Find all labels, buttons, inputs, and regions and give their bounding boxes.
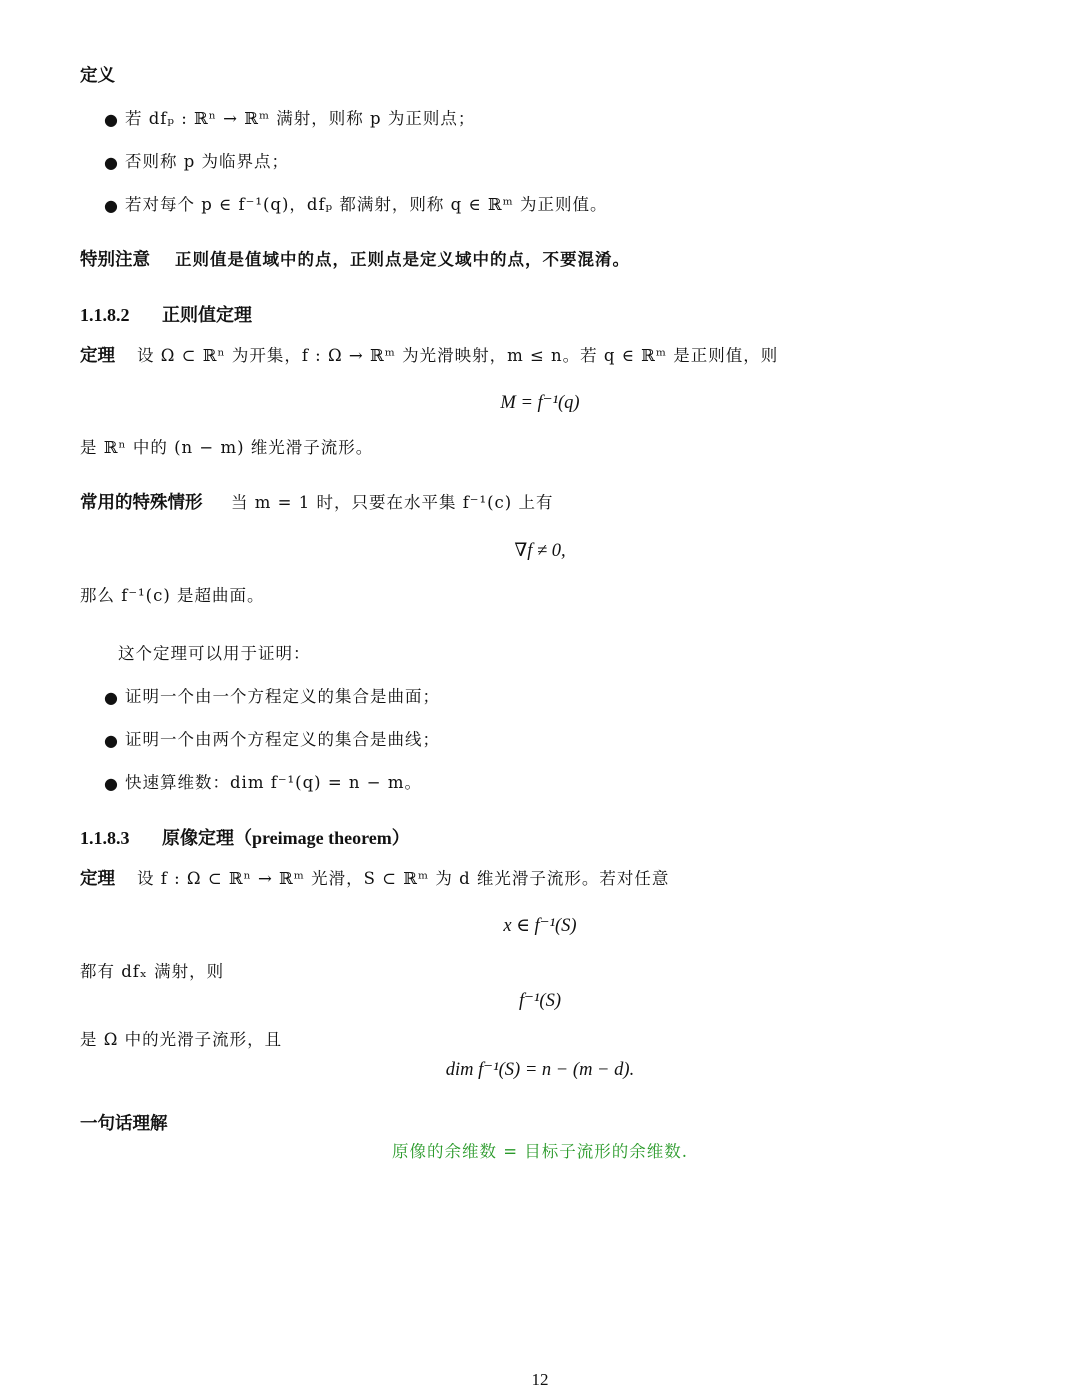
section-heading-1182 [80,305,252,327]
usage-item-dimension: 快速算维数：dim f⁻¹(q) = n − m。 [125,773,423,792]
theorem-condition: 都有 dfₓ 满射，则 [80,962,225,981]
theorem-conclusion: 是 ℝⁿ 中的 (n − m) 维光滑子流形。 [80,438,374,457]
section-number: 1.1.8.2 [80,305,130,325]
summary-statement: 原像的余维数 = 目标子流形的余维数. [391,1142,689,1161]
bullet-icon: ● [104,110,118,129]
section-title: 正则值定理 [162,305,252,326]
special-case-conclusion: 那么 f⁻¹(c) 是超曲面。 [80,586,265,605]
formula-dimension: dim f⁻¹(S) = n − (m − d). [445,1060,635,1080]
theorem-conclusion: 是 Ω 中的光滑子流形，且 [80,1030,283,1049]
bullet-icon: ● [104,688,118,707]
formula-level-set: M = f⁻¹(q) [500,393,580,413]
usage-item-curve: 证明一个由两个方程定义的集合是曲线； [125,730,440,749]
bullet-icon: ● [104,731,118,750]
special-case-heading: 常用的特殊情形 [80,493,203,513]
bullet-icon: ● [104,153,118,172]
definition-item-critical-point: 否则称 p 为临界点； [125,152,290,171]
theorem-statement: 设 f : Ω ⊂ ℝⁿ → ℝᵐ 光滑，S ⊂ ℝᵐ 为 d 维光滑子流形。若对任意 [137,869,670,888]
section-title: 原像定理（preimage theorem） [162,828,410,848]
bullet-icon: ● [104,196,118,215]
summary-heading: 一句话理解 [80,1114,168,1134]
definition-item-regular-value: 若对每个 p ∈ f⁻¹(q)，dfₚ 都满射，则称 q ∈ ℝᵐ 为正则值。 [125,195,608,214]
definition-item-regular-point: 若 dfₚ : ℝⁿ → ℝᵐ 满射，则称 p 为正则点； [125,109,476,128]
theorem-statement: 设 Ω ⊂ ℝⁿ 为开集，f : Ω → ℝᵐ 为光滑映射，m ≤ n。若 q ∈ ℝᵐ 是正则值，则 [137,346,779,365]
section-heading-1183 [80,828,410,850]
theorem-label: 定理 [80,869,115,889]
usage-item-surface: 证明一个由一个方程定义的集合是曲面； [125,687,440,706]
definition-heading: 定义 [80,66,115,86]
page-number: 12 [531,1370,549,1389]
formula-preimage-point: x ∈ f⁻¹(S) [503,916,577,936]
section-number: 1.1.8.3 [80,828,130,848]
bullet-icon: ● [104,774,118,793]
usage-intro: 这个定理可以用于证明： [118,644,311,663]
formula-preimage-set: f⁻¹(S) [518,991,562,1011]
formula-gradient-nonzero: ∇f ≠ 0, [514,541,566,561]
note-text: 正则值是值域中的点，正则点是定义域中的点，不要混淆。 [175,250,630,269]
special-case-text: 当 m = 1 时，只要在水平集 f⁻¹(c) 上有 [231,493,554,512]
theorem-label: 定理 [80,346,115,366]
note-heading: 特别注意 [80,250,150,270]
